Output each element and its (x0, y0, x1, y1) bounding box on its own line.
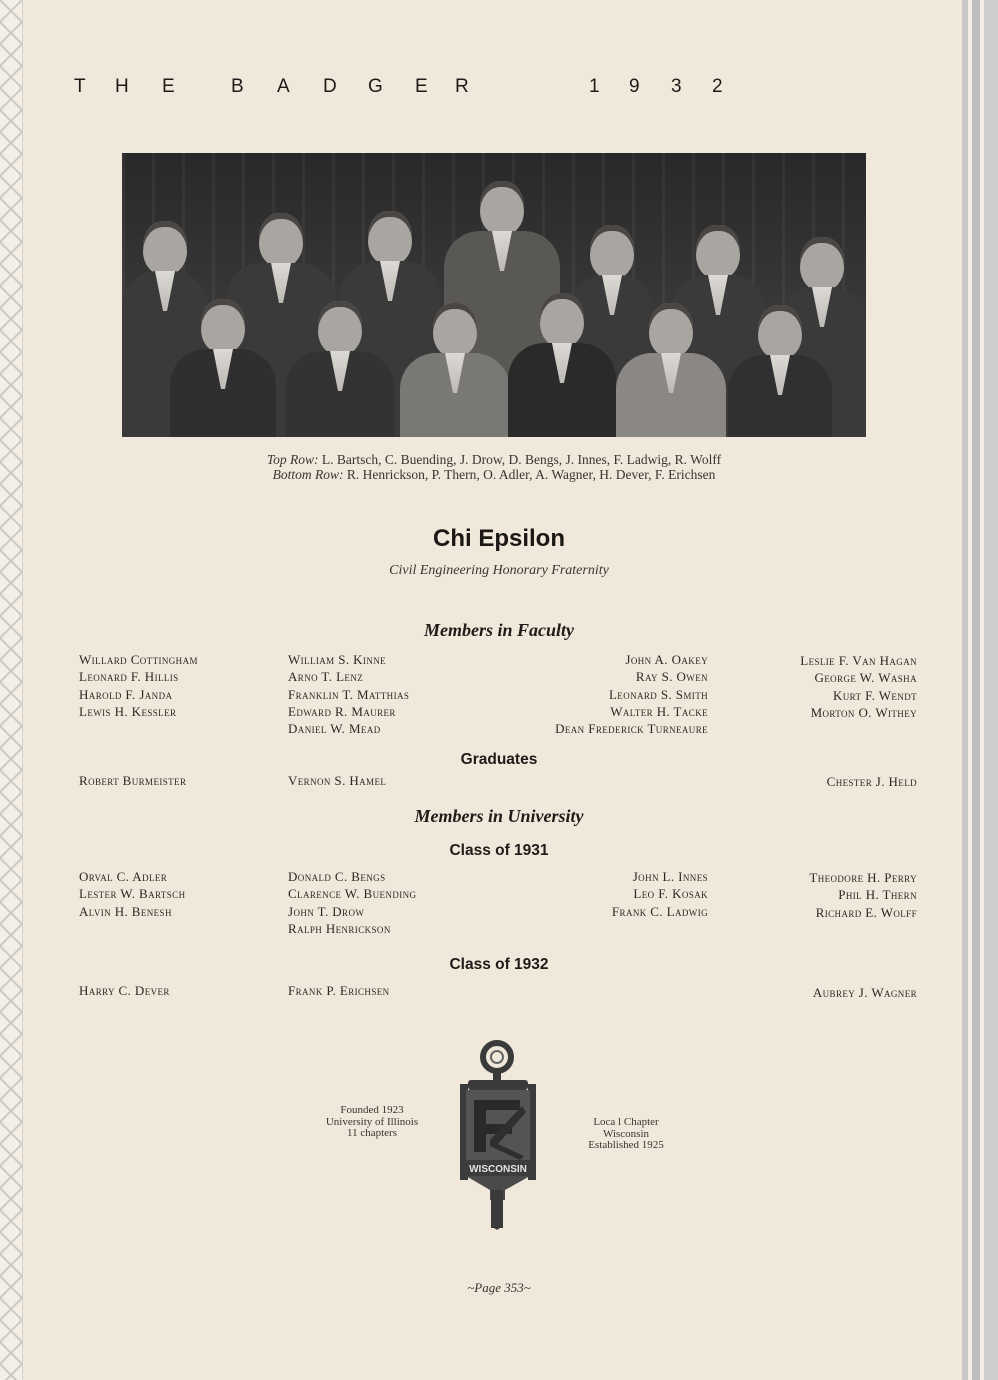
header-letter: 2 (712, 76, 723, 97)
member-name: Harry C. Dever (79, 983, 170, 998)
member-name: Edward R. Maurer (288, 703, 396, 719)
graduates-heading: Graduates (460, 751, 538, 768)
local-line: Wisconsin (603, 1127, 649, 1140)
class-1931-heading: Class of 1931 (449, 842, 549, 859)
faculty-col-4 (800, 652, 917, 721)
photo-caption-top (122, 452, 866, 468)
caption-label: Top Row: (266, 452, 319, 467)
local-line: Established 1925 (588, 1139, 664, 1151)
local-line: Loca l Chapter (593, 1116, 659, 1128)
faculty-col-3 (555, 651, 708, 737)
photo-person (616, 303, 726, 437)
graduates-col-4 (827, 773, 917, 790)
header-letter: G (368, 76, 383, 97)
member-name: John A. Oakey (625, 652, 708, 667)
key-pin-graphic (450, 1040, 545, 1230)
decorative-border-right (954, 0, 998, 1380)
class-1932-col-2 (288, 982, 390, 999)
class-1931-col-4 (809, 869, 917, 921)
header-letter: 1 (589, 76, 600, 97)
member-name: Walter H. Tacke (610, 703, 708, 719)
graduates-col-1 (79, 772, 186, 789)
local-chapter-note (566, 1117, 686, 1152)
class-1931-col-3 (612, 868, 708, 920)
member-name: Willard Cottingham (79, 652, 198, 667)
member-name: Aubrey J. Wagner (812, 985, 917, 1000)
caption-label: Bottom Row: (272, 467, 344, 482)
member-name: Theodore H. Perry (809, 870, 917, 885)
running-header (74, 76, 734, 100)
header-letter: H (115, 76, 129, 97)
member-name: William S. Kinne (288, 652, 387, 667)
member-name: Vernon S. Hamel (288, 773, 387, 788)
header-letter: T (74, 76, 86, 97)
class-1932-col-1 (79, 982, 170, 999)
member-name: Leo F. Kosak (633, 886, 708, 902)
member-name: Chester J. Held (826, 774, 917, 789)
member-name: Ray S. Owen (635, 669, 708, 685)
caption-names: L. Bartsch, C. Buending, J. Drow, D. Bengs, J. Innes, F. Ladwig, R. Wolff (321, 452, 722, 467)
page-title: Chi Epsilon (433, 525, 565, 552)
member-name: Donald C. Bengs (288, 869, 386, 884)
founded-note (312, 1105, 432, 1140)
member-name: Leslie F. Van Hagan (800, 653, 917, 668)
page-number: ~Page 353~ (467, 1280, 531, 1295)
faculty-col-1 (79, 651, 198, 720)
member-name: Franklin T. Matthias (288, 686, 410, 702)
member-name: Daniel W. Mead (288, 721, 381, 737)
header-letter: E (162, 76, 175, 97)
member-name: Clarence W. Buending (288, 886, 417, 902)
decorative-border-left (0, 0, 23, 1380)
class-1931-col-2 (288, 868, 416, 937)
header-letter: B (231, 76, 244, 97)
class-1931-col-1 (79, 868, 185, 920)
university-heading: Members in University (414, 806, 584, 826)
page-subtitle: Civil Engineering Honorary Fraternity (389, 563, 609, 578)
member-name: Orval C. Adler (79, 869, 168, 884)
member-name: Lewis H. Kessler (79, 703, 177, 719)
member-name: John T. Drow (288, 903, 365, 919)
member-name: John L. Innes (632, 869, 708, 884)
member-name: Kurt F. Wendt (832, 687, 917, 703)
faculty-heading: Members in Faculty (423, 620, 574, 640)
founded-line: 11 chapters (347, 1127, 397, 1139)
header-letter: A (277, 76, 290, 97)
member-name: Richard E. Wolff (815, 904, 917, 920)
member-name: Dean Frederick Turneaure (555, 721, 708, 737)
member-name: Robert Burmeister (79, 773, 187, 788)
header-letter: 3 (671, 76, 682, 97)
photo-person (508, 293, 616, 437)
member-name: Ralph Henrickson (288, 920, 391, 936)
member-name: Phil H. Thern (838, 887, 917, 903)
member-name: Frank C. Ladwig (611, 903, 708, 919)
member-name: Leonard S. Smith (608, 686, 708, 702)
class-1932-col-4 (813, 984, 917, 1001)
founded-line: Founded 1923 (340, 1104, 404, 1116)
member-name: Alvin H. Benesh (79, 903, 172, 919)
photo-person (400, 303, 510, 437)
group-photo (122, 153, 866, 437)
member-name: Leonard F. Hillis (79, 669, 179, 685)
graduates-col-2 (288, 772, 386, 789)
member-name: Arno T. Lenz (288, 669, 364, 685)
member-name: Harold F. Janda (79, 686, 173, 702)
member-name: Lester W. Bartsch (79, 886, 186, 902)
fraternity-key-icon (450, 1040, 545, 1230)
photo-person (286, 301, 394, 437)
member-name: Frank P. Erichsen (288, 983, 390, 998)
member-name: Morton O. Withey (810, 704, 917, 720)
photo-person (728, 305, 832, 437)
photo-person (170, 299, 276, 437)
faculty-col-2 (288, 651, 409, 737)
pin-label: WISCONSIN (469, 1164, 527, 1175)
caption-names: R. Henrickson, P. Thern, O. Adler, A. Wagner, H. Dever, F. Erichsen (346, 467, 716, 482)
header-letter: 9 (629, 76, 640, 97)
header-letter: R (455, 76, 469, 97)
founded-line: University of Illinois (325, 1115, 419, 1128)
member-name: George W. Washa (814, 670, 917, 686)
header-letter: D (323, 76, 337, 97)
photo-caption-bottom (122, 467, 866, 483)
class-1932-heading: Class of 1932 (449, 956, 549, 973)
header-letter: E (415, 76, 428, 97)
